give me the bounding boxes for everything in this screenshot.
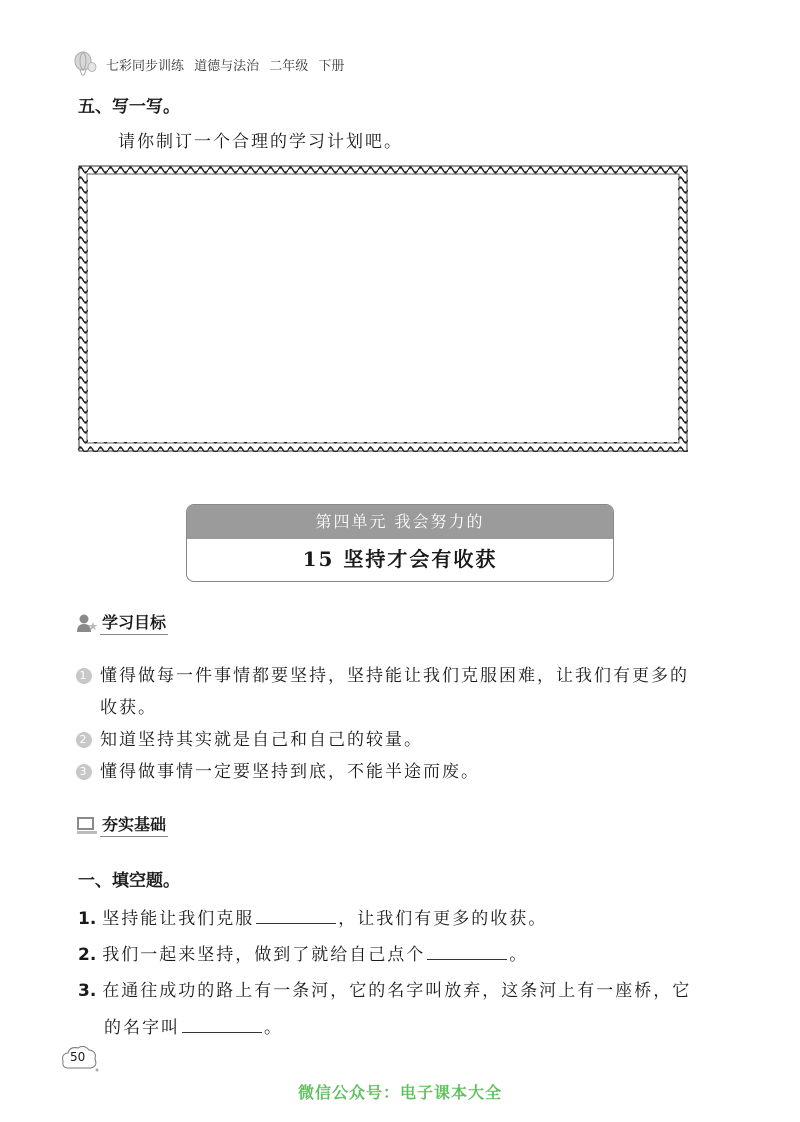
goal-text: 懂得做事情一定要坚持到底，不能半途而废。 — [100, 762, 480, 782]
goal-text: 懂得做每一件事情都要坚持，坚持能让我们克服困难，让我们有更多的 — [100, 666, 689, 686]
question-3-cont — [104, 1013, 283, 1038]
balloon-logo-icon — [72, 51, 98, 77]
question-text: 的名字叫 — [104, 1018, 180, 1038]
goals-list — [76, 660, 736, 788]
question-number: 3. — [78, 981, 97, 1001]
question-2 — [78, 940, 528, 965]
question-number: 2. — [78, 945, 97, 965]
question-text: 在通往成功的路上有一条河，它的名字叫放弃，这条河上有一座桥，它 — [102, 981, 692, 1001]
goal-number: 2 — [76, 732, 92, 748]
goal-item — [76, 724, 736, 756]
goal-item — [76, 660, 736, 724]
goal-text: 知道坚持其实就是自己和自己的较量。 — [100, 730, 423, 750]
page-number: 50 — [70, 1050, 86, 1064]
answer-blank[interactable] — [256, 909, 336, 924]
question-1 — [78, 904, 547, 929]
question-text-end: ，让我们有更多的收获。 — [338, 909, 548, 929]
writing-frame — [78, 165, 688, 452]
goal-number: 1 — [76, 668, 92, 684]
section-instruction: 请你制订一个合理的学习计划吧。 — [118, 132, 403, 152]
section-title: 五、写一写。 — [78, 97, 180, 117]
goal-number: 3 — [76, 764, 92, 780]
basics-label — [76, 812, 168, 837]
goals-label-text: 学习目标 — [100, 610, 168, 635]
goal-item — [76, 756, 736, 788]
footer-watermark: 微信公众号：电子课本大全 — [297, 1083, 502, 1102]
answer-blank[interactable] — [427, 945, 507, 960]
lesson-title: 15 坚持才会有收获 — [302, 547, 498, 571]
page-header — [72, 50, 344, 78]
goal-text-cont: 收获。 — [100, 698, 157, 718]
unit-name: 第四单元 我会努力的 — [187, 505, 613, 539]
monitor-icon — [76, 815, 98, 835]
goals-label — [76, 610, 168, 635]
answer-blank[interactable] — [182, 1018, 262, 1033]
question-3 — [78, 976, 691, 1001]
unit-banner — [186, 504, 614, 582]
header-text: 七彩同步训练 道德与法治 二年级 下册 — [106, 58, 345, 74]
page-number-badge — [60, 1042, 100, 1076]
basics-label-text: 夯实基础 — [100, 812, 168, 837]
question-text-end: 。 — [264, 1018, 283, 1038]
question-text: 我们一起来坚持，做到了就给自己点个 — [102, 945, 426, 965]
question-text: 坚持能让我们克服 — [102, 909, 255, 929]
fill-title: 一、填空题。 — [78, 871, 180, 891]
student-star-icon — [76, 613, 98, 633]
question-number: 1. — [78, 909, 97, 929]
question-text-end: 。 — [509, 945, 529, 965]
